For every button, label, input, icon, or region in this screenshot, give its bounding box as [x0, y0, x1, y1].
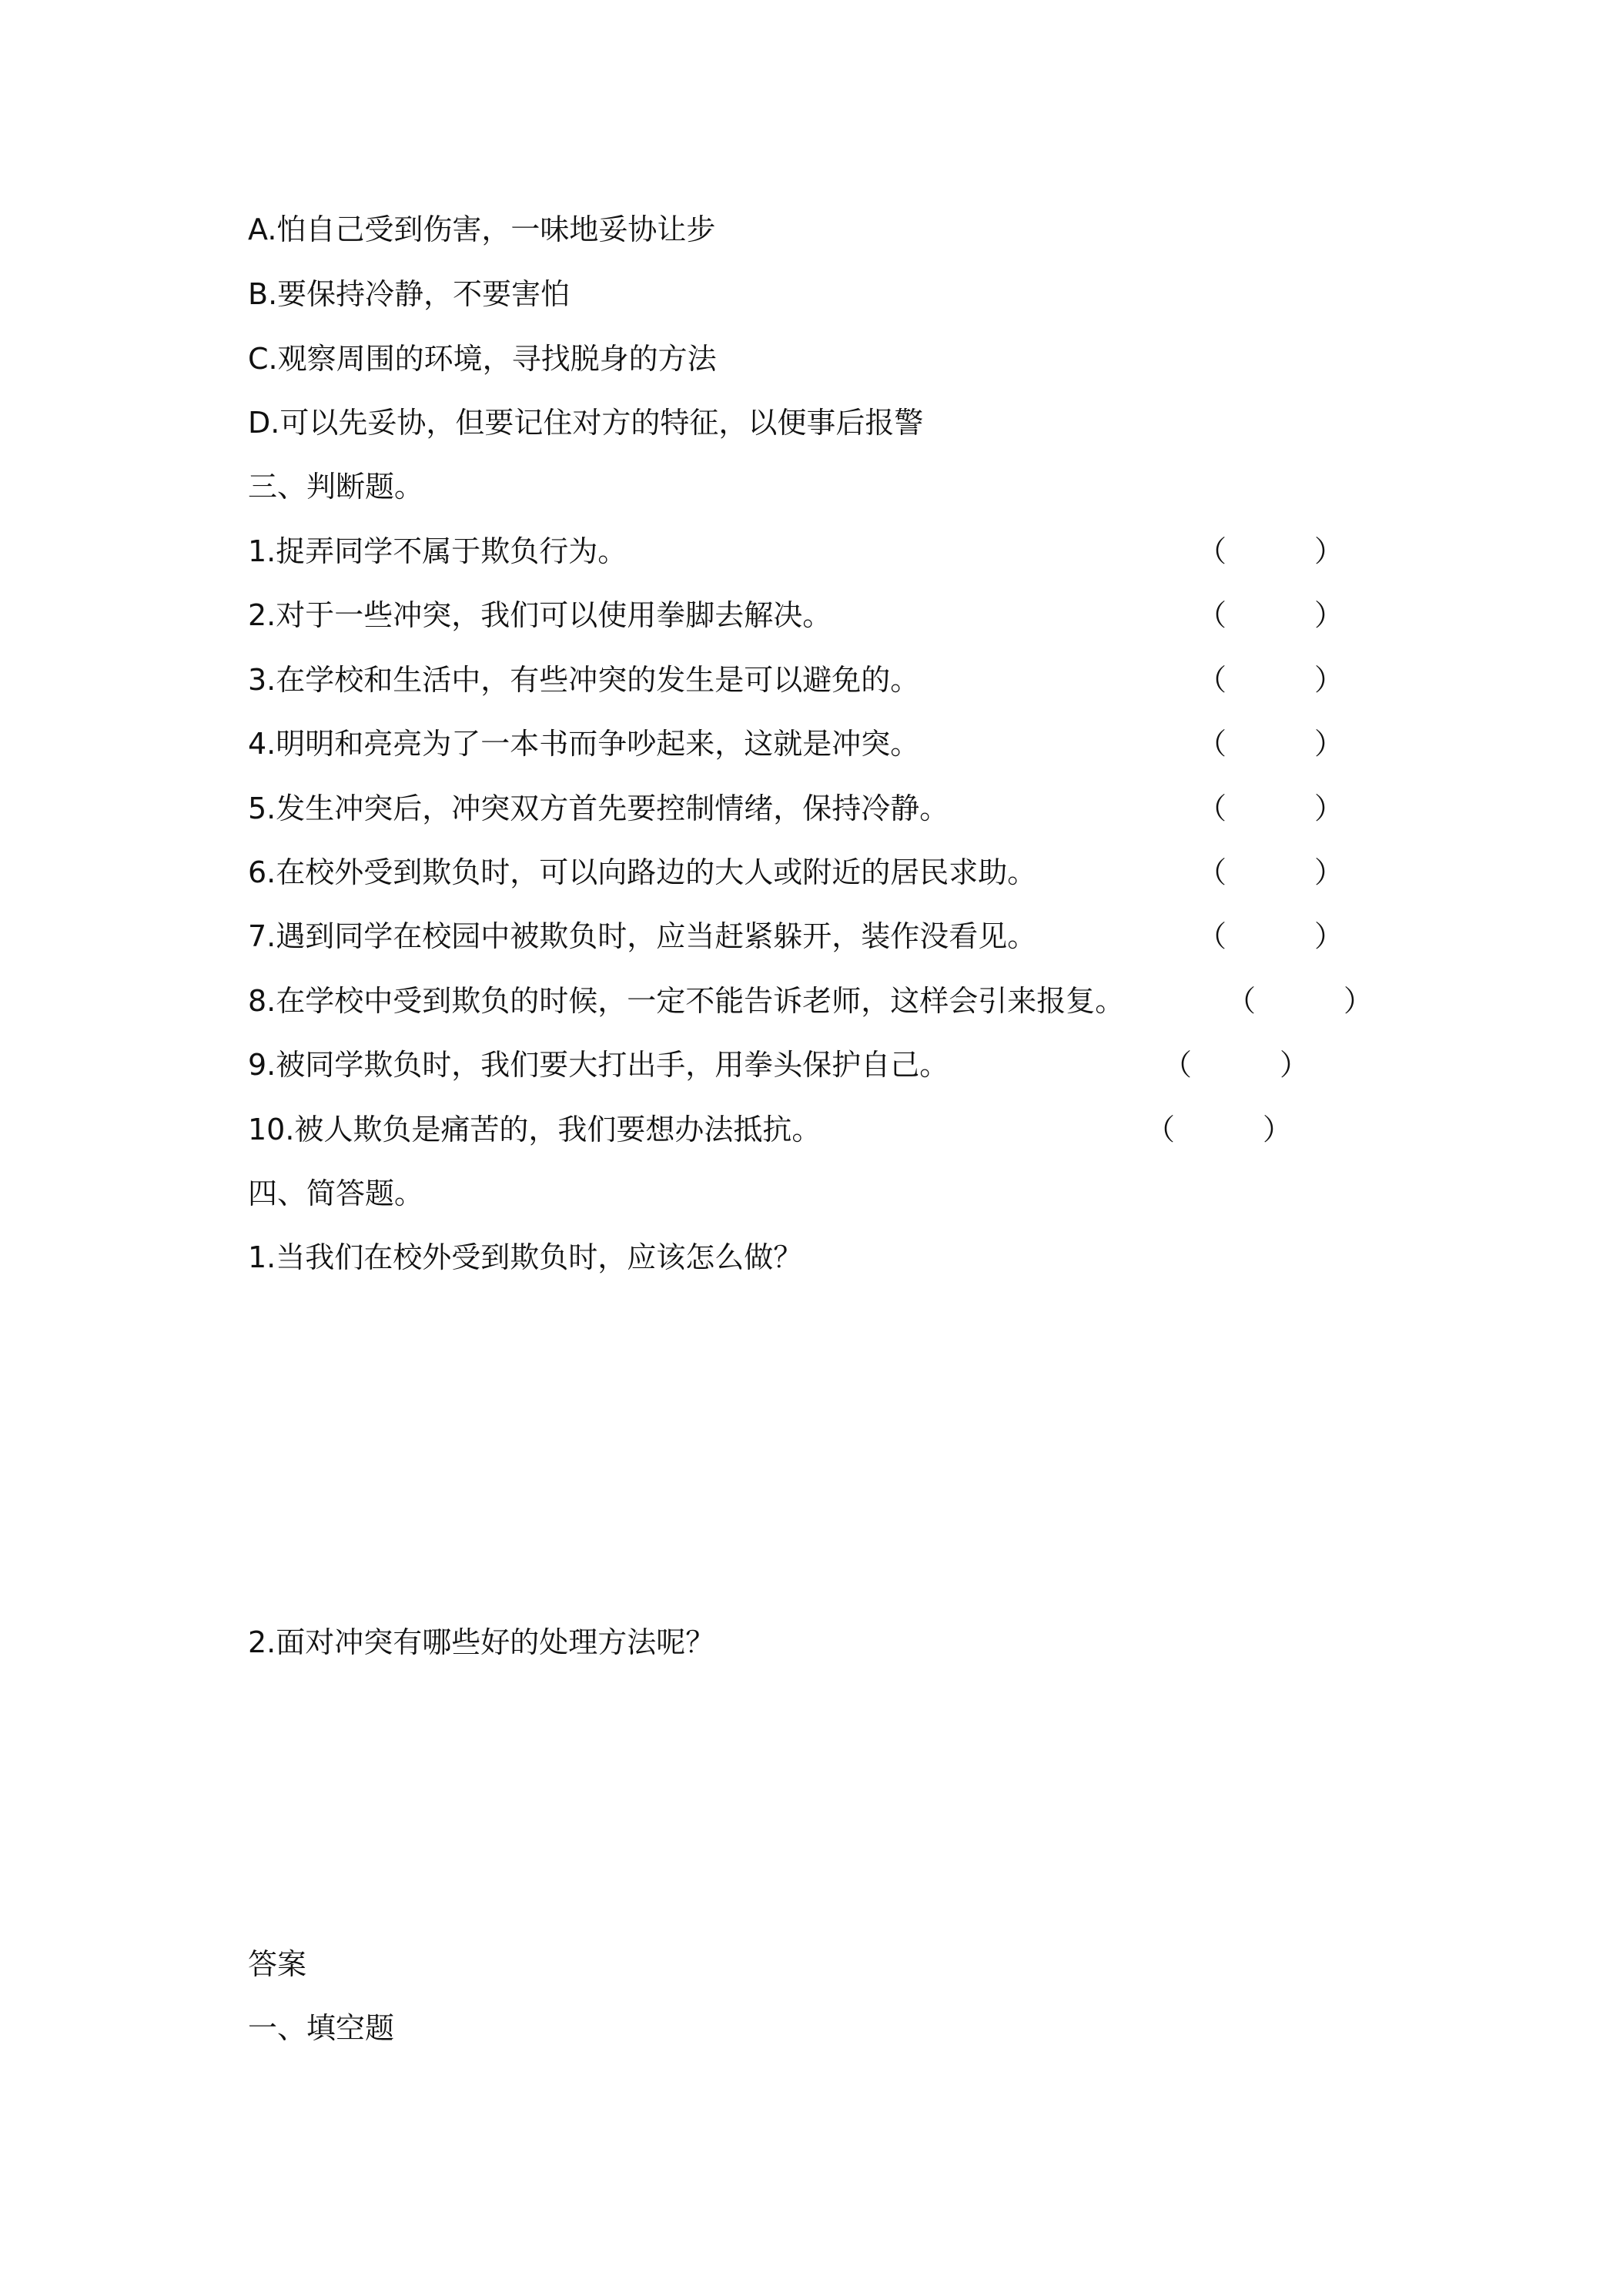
- answer-blank-8: （ ）: [1226, 984, 1374, 1018]
- answer-blank-4: （ ）: [1197, 727, 1344, 761]
- answers-section-1-title: 一、填空题: [248, 2011, 395, 2045]
- option-b: B.要保持冷静，不要害怕: [248, 277, 571, 311]
- answer-blank-5: （ ）: [1197, 792, 1344, 825]
- answer-blank-6: （ ）: [1197, 855, 1344, 889]
- option-d: D.可以先妥协，但要记住对方的特征，以便事后报警: [248, 406, 924, 440]
- judgment-item-2: 2.对于一些冲突，我们可以使用拳脚去解决。: [248, 598, 832, 632]
- short-answer-question-2: 2.面对冲突有哪些好的处理方法呢？: [248, 1625, 715, 1659]
- judgment-item-9: 9.被同学欺负时，我们要大打出手，用拳头保护自己。: [248, 1048, 949, 1082]
- answer-blank-2: （ ）: [1197, 598, 1344, 632]
- judgment-item-4: 4.明明和亮亮为了一本书而争吵起来，这就是冲突。: [248, 727, 920, 761]
- judgment-item-8: 8.在学校中受到欺负的时候，一定不能告诉老师，这样会引来报复。: [248, 984, 1125, 1018]
- option-a: A.怕自己受到伤害，一味地妥协让步: [248, 213, 716, 246]
- judgment-item-10: 10.被人欺负是痛苦的，我们要想办法抵抗。: [248, 1113, 822, 1146]
- section-title-short-answer: 四、简答题。: [248, 1176, 424, 1210]
- judgment-item-3: 3.在学校和生活中，有些冲突的发生是可以避免的。: [248, 663, 920, 697]
- judgment-item-5: 5.发生冲突后，冲突双方首先要控制情绪，保持冷静。: [248, 792, 949, 825]
- judgment-item-1: 1.捉弄同学不属于欺负行为。: [248, 534, 627, 568]
- section-title-judgment: 三、判断题。: [248, 470, 424, 504]
- answer-blank-3: （ ）: [1197, 663, 1344, 697]
- answer-blank-10: （ ）: [1146, 1113, 1293, 1146]
- judgment-item-7: 7.遇到同学在校园中被欺负时，应当赶紧躲开，装作没看见。: [248, 919, 1037, 953]
- option-c: C.观察周围的环境，寻找脱身的方法: [248, 342, 717, 376]
- answer-blank-7: （ ）: [1197, 919, 1344, 953]
- judgment-item-6: 6.在校外受到欺负时，可以向路边的大人或附近的居民求助。: [248, 855, 1037, 889]
- answer-blank-9: （ ）: [1163, 1048, 1310, 1082]
- answer-blank-1: （ ）: [1197, 534, 1344, 568]
- short-answer-question-1: 1.当我们在校外受到欺负时，应该怎么做？: [248, 1240, 803, 1274]
- answers-heading: 答案: [248, 1947, 307, 1981]
